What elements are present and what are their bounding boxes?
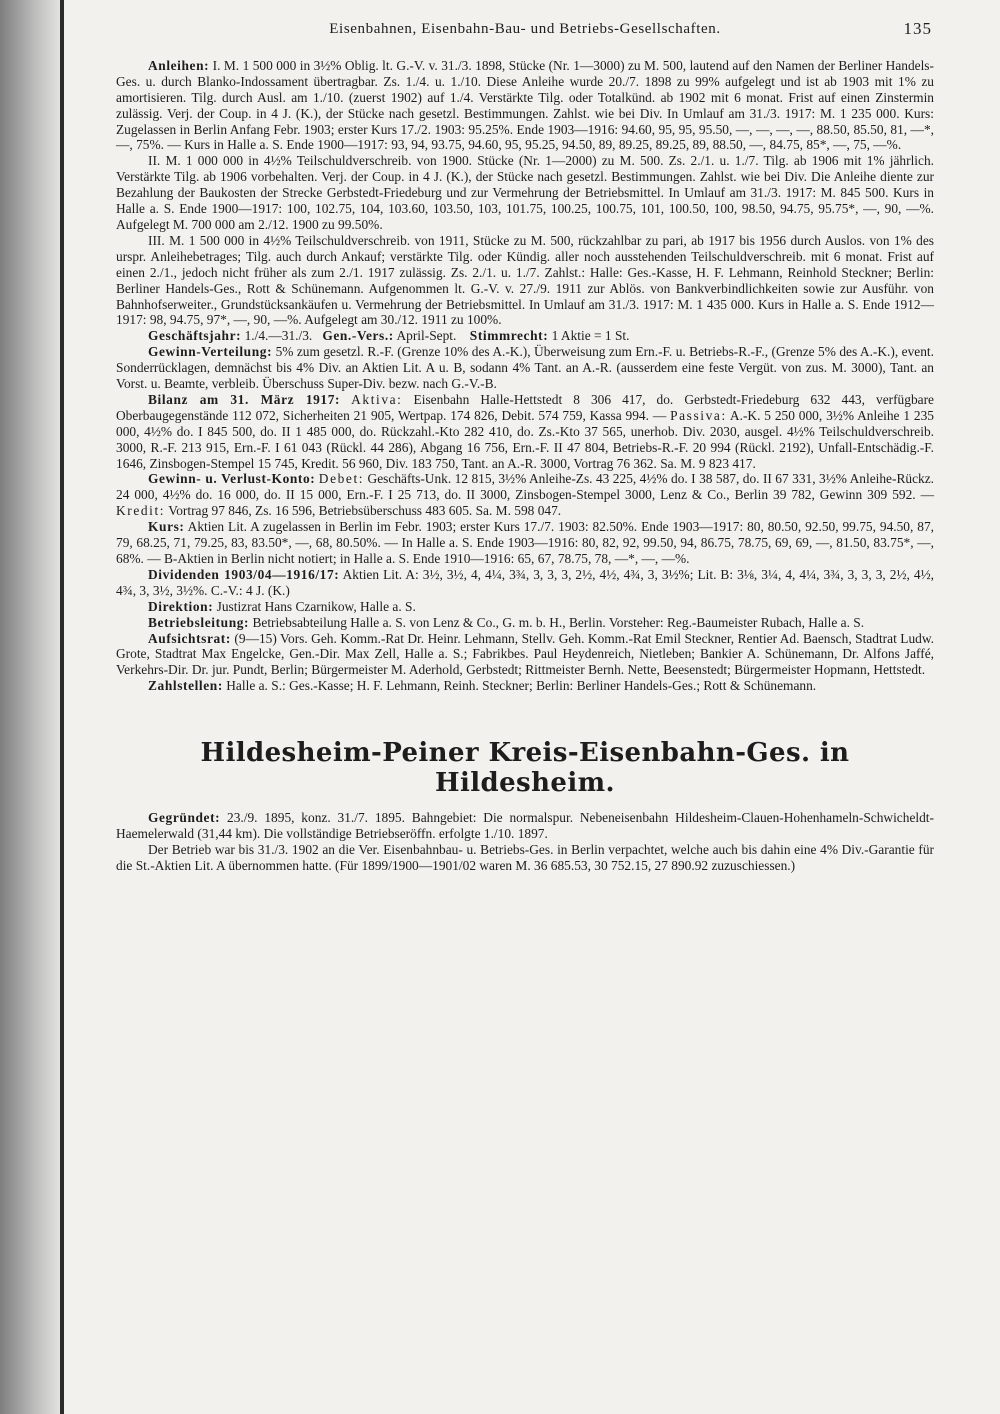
kurs-label: Kurs: xyxy=(148,519,185,535)
page-binding-edge xyxy=(0,0,64,1414)
gewinnverteilung-text: 5% zum gesetzl. R.-F. (Grenze 10% des A.-K.), Überweisung zum Ern.-F. u. Betriebs-R.-F., (Grenze 5% des A.-K.), event. Sonderrücklagen, demnächst bis 4% Div. an Aktien Lit. A u. B, sodann 4% Tant. an A.-R. (ausserdem eine feste Vergüt. von zus. M. 3000), Tant. an Vorst. u. Beamte, verbleib. Überschuss Super-Div. bezw. nach G.-V.-B. xyxy=(116,344,934,392)
gen-vers-label: Gen.-Vers.: xyxy=(322,328,394,344)
company-title: Hildesheim-Peiner Kreis-Eisenbahn-Ges. in Hildesheim. xyxy=(200,738,850,799)
stimmrecht-text: 1 Aktie = 1 St. xyxy=(551,328,630,344)
betriebsleitung-label: Betriebsleitung: xyxy=(148,614,250,630)
gegruendet-label: Gegründet: xyxy=(148,810,221,826)
page-header xyxy=(116,19,934,38)
geschaeftsjahr-text: 1./4.—31./3. xyxy=(244,328,313,344)
passiva-text: A.-K. 5 250 000, 3½% Anleihe 1 235 000, 4½% do. I 845 500, do. II 1 485 000, do. Rückzahl.-Kto 282 410, do. Zs.-Kto 37 565, unerhob. Div. 2030, ausgel. 4½% Teilschuldverschreib. 3000, R.-F. 213 915, Ern.-F. I 61 043 (Rückl. 44 286), Abgang 16 756, Ern.-F. II 47 804, Betriebs-R.-F. 20 994 (Rückl. 2192), Unfall-Entschädig.-F. 1646, Zinsbogen-Stempel 15 745, Kredit. 56 960, Div. 183 750, Tant. an A.-R. 3000, Vortrag 76 362. Sa. M. 9 823 417. xyxy=(116,407,934,471)
dividenden-label: Dividenden 1903/04—1916/17: xyxy=(148,566,340,582)
kurs-paragraph xyxy=(116,519,934,567)
page-content xyxy=(116,19,935,874)
geschaeftsjahr-line xyxy=(116,328,934,344)
stimmrecht-label: Stimmrecht: xyxy=(469,328,549,344)
bilanz-paragraph xyxy=(116,392,934,472)
anleihen-paragraph-2: II. M. 1 000 000 in 4½% Teilschuldverschreib. von 1900. Stücke (Nr. 1—2000) zu M. 500. Zs. 2./1. u. 1./7. Tilg. ab 1906 mit 1% jährlich. Verstärkte Tilg. ab 1906 vorbehalten. Verj. der Coup. in 4 J. (K.), der Stücke nach gesetzl. Bestimmungen. Zahlst. wie bei Div. Die Anleihe diente zur Bezahlung der Baukosten der Strecke Gerbstedt-Friedeburg und zur Vermehrung der Betriebsmittel. In Umlauf am 31./3. 1917: M. 845 500. Kurs in Halle a. S. Ende 1900—1917: 100, 102.75, 104, 103.60, 103.50, 103, 101.75, 100.25, 100.75, 101, 100.50, 100, 98.50, 94.75, 95.75*, —, 90, —%. Aufgelegt M. 700 000 am 2./12. 1900 zu 99.50%. xyxy=(116,153,934,232)
kredit-label: Kredit: xyxy=(116,503,166,519)
betriebsleitung-text: Betriebsabteilung Halle a. S. von Lenz & Co., G. m. b. H., Berlin. Vorsteher: Reg.-Baumeister Rubach, Halle a. S. xyxy=(252,614,865,630)
zahlstellen-text: Halle a. S.: Ges.-Kasse; H. F. Lehmann, Reinh. Steckner; Berlin: Berliner Handels-Ges.; Rott & Schünemann. xyxy=(226,678,817,694)
direktion-text: Justizrat Hans Czarnikow, Halle a. S. xyxy=(216,598,416,614)
geschaeftsjahr-label: Geschäftsjahr: xyxy=(148,328,242,344)
direktion-paragraph xyxy=(116,599,934,615)
aktiva-label: Aktiva: xyxy=(351,391,403,407)
aufsichtsrat-label: Aufsichtsrat: xyxy=(148,630,231,646)
guv-label: Gewinn- u. Verlust-Konto: xyxy=(148,471,316,487)
passiva-label: Passiva: xyxy=(670,407,727,423)
betriebsleitung-paragraph xyxy=(116,615,934,631)
gegruendet-paragraph xyxy=(116,810,934,842)
running-title: Eisenbahnen, Eisenbahn-Bau- und Betriebs-Gesellschaften. xyxy=(329,21,721,37)
page-number: 135 xyxy=(903,19,932,38)
aufsichtsrat-text: (9—15) Vors. Geh. Komm.-Rat Dr. Heinr. Lehmann, Stellv. Geh. Komm.-Rat Emil Steckner, Rentier Ad. Baensch, Stadtrat Ludw. Grote, Stadtrat Max Engelcke, Gen.-Dir. Max Zell, Halle a. S.; Fabrikbes. Paul Heydenreich, Nietleben; Bankier A. Schünemann, Dr. Alfons Jaffé, Verkehrs-Dir. Dr. jur. Pundt, Berlin; Bürgermeister M. Aderhold, Gerbstedt; Rittmeister Bernh. Nette, Beesenstedt; Bürgermeister Hopmann, Hettstedt. xyxy=(116,630,934,678)
debet-text: Geschäfts-Unk. 12 815, 3½% Anleihe-Zs. 43 225, 4½% do. I 38 587, do. II 67 331, 3½% Anleihe-Rückz. 24 000, 4½% do. 16 000, do. II 15 000, Ern.-F. I 25 713, do. II 3000, Zinsbogen-Stempel 3000, Lenz & Co., Berlin 39 782, Gewinn 309 592. — xyxy=(116,471,935,503)
direktion-label: Direktion: xyxy=(148,598,214,614)
zahlstellen-paragraph xyxy=(116,678,934,694)
anleihen-text-1: I. M. 1 500 000 in 3½% Oblig. lt. G.-V. v. 31./3. 1898, Stücke (Nr. 1—3000) zu M. 500, lautend auf den Namen der Berliner Handels-Ges. u. durch Blanko-Indossament übertragbar. Zs. 1./4. u. 1./10. Diese Anleihe wurde 20./7. 1898 zu 99% aufgelegt und ist ab 1903 mit 1% zu amortisieren. Tilg. durch Ausl. am 1./10. (zuerst 1902) auf 1./4. Verstärkte Tilg. oder Totalkünd. ab 1902 mit 6 monat. Frist auf einen Zinstermin zulässig. Verj. der Coup. in 4 J. (K.), der Stücke nach gesetzl. Bestimmungen. Zahlst. wie bei Div. In Umlauf am 31./3. 1917: M. 1 235 000. Kurs: Zugelassen in Berlin Anfang Febr. 1903; erster Kurs 17./2. 1903: 95.25%. Ende 1903—1916: 94.60, 95, 95, 95.50, —, —, —, —, 88.50, 85.50, 81, —*, —, 75%. — Kurs in Halle a. S. Ende 1900—1917: 93, 94, 93.75, 94.60, 95, 95.25, 94.50, 89, 89.25, 89.25, 89, 88.50, —, 84.75, 85*, —, 75, —%. xyxy=(116,57,934,153)
gen-vers-text: April-Sept. xyxy=(396,328,457,344)
anleihen-paragraph-3: III. M. 1 500 000 in 4½% Teilschuldverschreib. von 1911, Stücke zu M. 500, rückzahlbar zu pari, ab 1917 bis 1956 durch Auslos. von 1% des urspr. Anleihebetrages; Tilg. auch durch Ankauf; verstärkte Tilg. oder Kündig. aller noch ausstehenden Teilschuldverschreib. mit 6 monat. Frist auf einen 2./1., jedoch nicht früher als zum 2./1. 1917 zulässig. Zs. 2./1. u. 1./7. Zahlst.: Halle: Ges.-Kasse, H. F. Lehmann, Reinhold Steckner; Berlin: Berliner Handels-Ges., Rott & Schünemann. Aufgenommen lt. G.-V. v. 27./9. 1911 zur Ablös. von Bankverbindlichkeiten sowie zur Ausführ. von Bahnhofserweiter., Grundstücksankäufen u. Vermehrung der Betriebsmittel. In Umlauf am 31./3. 1917: M. 1 435 000. Kurs in Halle a. S. Ende 1912—1917: 98, 94.75, 97*, —, 90, —%. Aufgelegt am 30./12. 1911 zu 100%. xyxy=(116,232,934,328)
guv-paragraph xyxy=(116,471,934,519)
aufsichtsrat-paragraph xyxy=(116,631,934,679)
debet-label: Debet: xyxy=(318,471,365,487)
gewinnverteilung-label: Gewinn-Verteilung: xyxy=(148,344,273,360)
betrieb-paragraph: Der Betrieb war bis 31./3. 1902 an die Ver. Eisenbahnbau- u. Betriebs-Ges. in Berlin verpachtet, welche auch bis dahin eine 4% Div.-Garantie für die St.-Aktien Lit. A übernommen hatte. (Für 1899/1900—1901/02 waren M. 36 685.53, 30 752.15, 27 890.92 zuzuschiessen.) xyxy=(116,841,934,873)
bilanz-label: Bilanz am 31. März 1917: xyxy=(148,391,341,407)
zahlstellen-label: Zahlstellen: xyxy=(148,678,223,694)
dividenden-text: Aktien Lit. A: 3½, 3½, 4, 4¼, 3¾, 3, 3, 3, 2½, 4½, 4¾, 3, 3½%; Lit. B: 3⅛, 3¼, 4, 4¼, 3¾, 3, 3, 3, 2½, 4½, 4¾, 3, 3½, 3½%. C.-V.: 4 J. (K.) xyxy=(116,566,934,598)
dividenden-paragraph xyxy=(116,567,934,599)
kurs-text: Aktien Lit. A zugelassen in Berlin im Febr. 1903; erster Kurs 17./7. 1903: 82.50%. Ende 1903—1917: 80, 80.50, 92.50, 99.75, 94.50, 87, 79, 68.25, 71, 79.25, 83, 83.50*, —, 68, 80.50%. — In Halle a. S. Ende 1903—1916: 80, 82, 92, 99.50, 94, 86.75, 78.75, 69, 69, —, 81.50, 83.75*, —, 68%. — B-Aktien in Berlin nicht notiert; in Halle a. S. Ende 1910—1916: 65, 67, 78.75, 78, —*, —, —%. xyxy=(116,519,934,566)
kredit-text: Vortrag 97 846, Zs. 16 596, Betriebsüberschuss 483 605. Sa. M. 598 047. xyxy=(168,503,562,519)
aktiva-text: Eisenbahn Halle-Hettstedt 8 306 417, do. Gerbstedt-Friedeburg 632 443, verfügbare Oberbaugegenstände 112 072, Sicherheiten 21 905, Wertpap. 174 826, Debit. 574 759, Kassa 994. — xyxy=(116,391,934,423)
gegruendet-text: 23./9. 1895, konz. 31./7. 1895. Bahngebiet: Die normalspur. Nebeneisenbahn Hildesheim-Clauen-Hohenhameln-Schwicheldt-Haemelerwald (31,44 km). Die vollständige Betriebseröffn. erfolgte 1./10. 1897. xyxy=(116,810,934,842)
gewinnverteilung-paragraph xyxy=(116,344,934,392)
anleihen-paragraph-1 xyxy=(116,58,934,153)
anleihen-label: Anleihen: xyxy=(148,57,210,73)
